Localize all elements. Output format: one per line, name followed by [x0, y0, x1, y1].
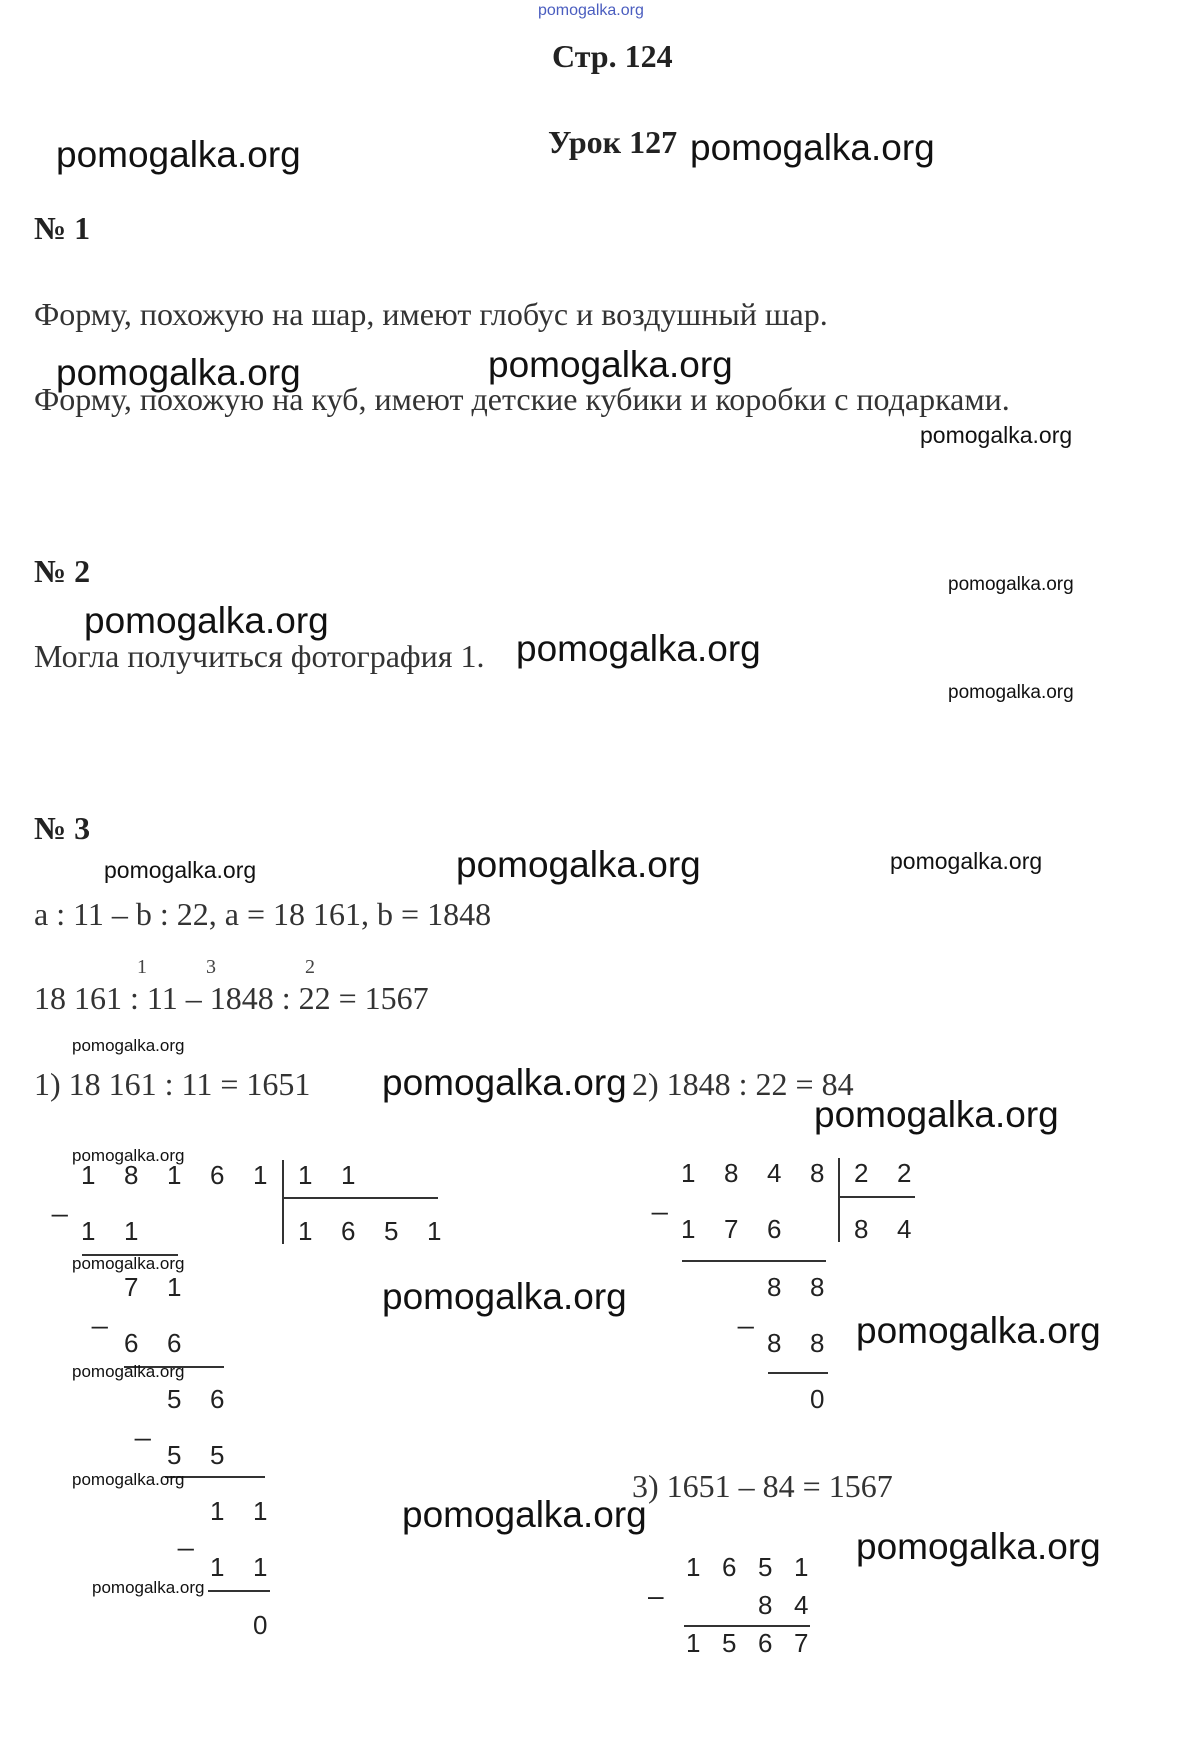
order-mark-1: 1 [137, 956, 147, 978]
watermark: pomogalka.org [488, 344, 733, 385]
digit: 0 [253, 1610, 268, 1640]
watermark: pomogalka.org [72, 1254, 185, 1273]
step3: 3) 1651 – 84 = 1567 [632, 1468, 893, 1504]
digit: 8 [810, 1328, 825, 1358]
watermark-top: pomogalka.org [538, 2, 644, 19]
digit: 8 [724, 1158, 739, 1188]
digit: 7 [724, 1214, 739, 1244]
minus-sign: _ [178, 1520, 194, 1551]
digit: 8 [810, 1272, 825, 1302]
lesson-title: Урок 127 [548, 124, 678, 160]
digit: 4 [767, 1158, 782, 1188]
digit: 0 [810, 1384, 825, 1414]
watermark: pomogalka.org [948, 682, 1074, 703]
watermark: pomogalka.org [72, 1146, 185, 1165]
digit: 2 [854, 1158, 869, 1188]
watermark: pomogalka.org [920, 422, 1073, 448]
watermark: pomogalka.org [56, 352, 301, 393]
digit: 1 [167, 1160, 182, 1190]
digit: 1 [124, 1216, 139, 1246]
divisor-underline [283, 1197, 438, 1199]
watermark: pomogalka.org [516, 628, 761, 669]
digit: 5 [167, 1440, 182, 1470]
digit: 1 [427, 1216, 442, 1246]
watermark: pomogalka.org [690, 127, 935, 168]
digit: 5 [722, 1628, 737, 1658]
watermark: pomogalka.org [856, 1310, 1101, 1351]
digit: 5 [167, 1384, 182, 1414]
digit: 1 [81, 1160, 96, 1190]
subtract-line [682, 1260, 826, 1262]
watermark: pomogalka.org [948, 574, 1074, 595]
digit: 1 [210, 1552, 225, 1582]
task1-heading: № 1 [34, 210, 91, 246]
digit: 1 [167, 1272, 182, 1302]
digit: 4 [897, 1214, 912, 1244]
digit: 8 [124, 1160, 139, 1190]
minus-sign: _ [135, 1410, 151, 1441]
divisor-underline [839, 1196, 915, 1198]
subtract-line [208, 1590, 270, 1592]
digit: 5 [758, 1552, 773, 1582]
digit: 1 [298, 1216, 313, 1246]
minus-sign: _ [738, 1298, 754, 1329]
digit: 8 [767, 1328, 782, 1358]
digit: 6 [167, 1328, 182, 1358]
digit: 8 [810, 1158, 825, 1188]
order-mark-2: 2 [305, 956, 315, 978]
digit: 8 [854, 1214, 869, 1244]
watermark: pomogalka.org [814, 1094, 1059, 1135]
digit: 1 [253, 1496, 268, 1526]
digit: 6 [210, 1384, 225, 1414]
digit: 1 [681, 1214, 696, 1244]
digit: 2 [897, 1158, 912, 1188]
digit: 4 [794, 1590, 809, 1620]
digit: 6 [124, 1328, 139, 1358]
division-bar [838, 1158, 840, 1242]
watermark: pomogalka.org [382, 1062, 627, 1103]
digit: 1 [686, 1628, 701, 1658]
task3-expression: a : 11 – b : 22, a = 18 161, b = 1848 [34, 896, 492, 932]
digit: 1 [686, 1552, 701, 1582]
watermark: pomogalka.org [72, 1470, 185, 1489]
watermark: pomogalka.org [92, 1578, 205, 1597]
watermark: pomogalka.org [382, 1276, 627, 1317]
digit: 5 [384, 1216, 399, 1246]
digit: 7 [124, 1272, 139, 1302]
task1-line2: Форму, похожую на куб, имеют детские кубики и коробки с подарками. [34, 381, 1010, 417]
digit: 5 [210, 1440, 225, 1470]
step2: 2) 1848 : 22 = 84 [632, 1066, 854, 1102]
task2-heading: № 2 [34, 553, 91, 589]
step1: 1) 18 161 : 11 = 1651 [34, 1066, 311, 1102]
digit: 1 [210, 1496, 225, 1526]
digit: 7 [794, 1628, 809, 1658]
division-bar [282, 1160, 284, 1244]
page-title: Стр. 124 [552, 38, 673, 74]
digit: 1 [341, 1160, 356, 1190]
watermark: pomogalka.org [402, 1494, 647, 1535]
digit: 6 [767, 1214, 782, 1244]
watermark: pomogalka.org [456, 844, 701, 885]
watermark: pomogalka.org [72, 1362, 185, 1381]
task3-substituted: 18 161 : 11 – 1848 : 22 = 1567 [34, 980, 429, 1016]
watermark: pomogalka.org [856, 1526, 1101, 1567]
digit: 1 [253, 1160, 268, 1190]
minus-sign: _ [92, 1298, 108, 1329]
minus-sign: _ [652, 1184, 668, 1215]
digit: 6 [758, 1628, 773, 1658]
minus-sign: – [648, 1580, 664, 1611]
watermark: pomogalka.org [72, 1036, 185, 1055]
digit: 1 [681, 1158, 696, 1188]
minus-sign: _ [52, 1186, 68, 1217]
order-mark-3: 3 [206, 956, 216, 978]
digit: 6 [341, 1216, 356, 1246]
digit: 6 [210, 1160, 225, 1190]
task1-line1: Форму, похожую на шар, имеют глобус и воздушный шар. [34, 296, 828, 332]
watermark: pomogalka.org [84, 600, 329, 641]
digit: 8 [767, 1272, 782, 1302]
watermark: pomogalka.org [56, 134, 301, 175]
digit: 1 [298, 1160, 313, 1190]
task3-heading: № 3 [34, 810, 91, 846]
digit: 8 [758, 1590, 773, 1620]
digit: 6 [722, 1552, 737, 1582]
watermark: pomogalka.org [890, 848, 1043, 874]
sum-line [684, 1625, 810, 1627]
subtract-line [768, 1372, 828, 1374]
watermark: pomogalka.org [104, 857, 257, 883]
task2-line1: Могла получиться фотография 1. [34, 638, 485, 674]
digit: 1 [253, 1552, 268, 1582]
digit: 1 [794, 1552, 809, 1582]
digit: 1 [81, 1216, 96, 1246]
